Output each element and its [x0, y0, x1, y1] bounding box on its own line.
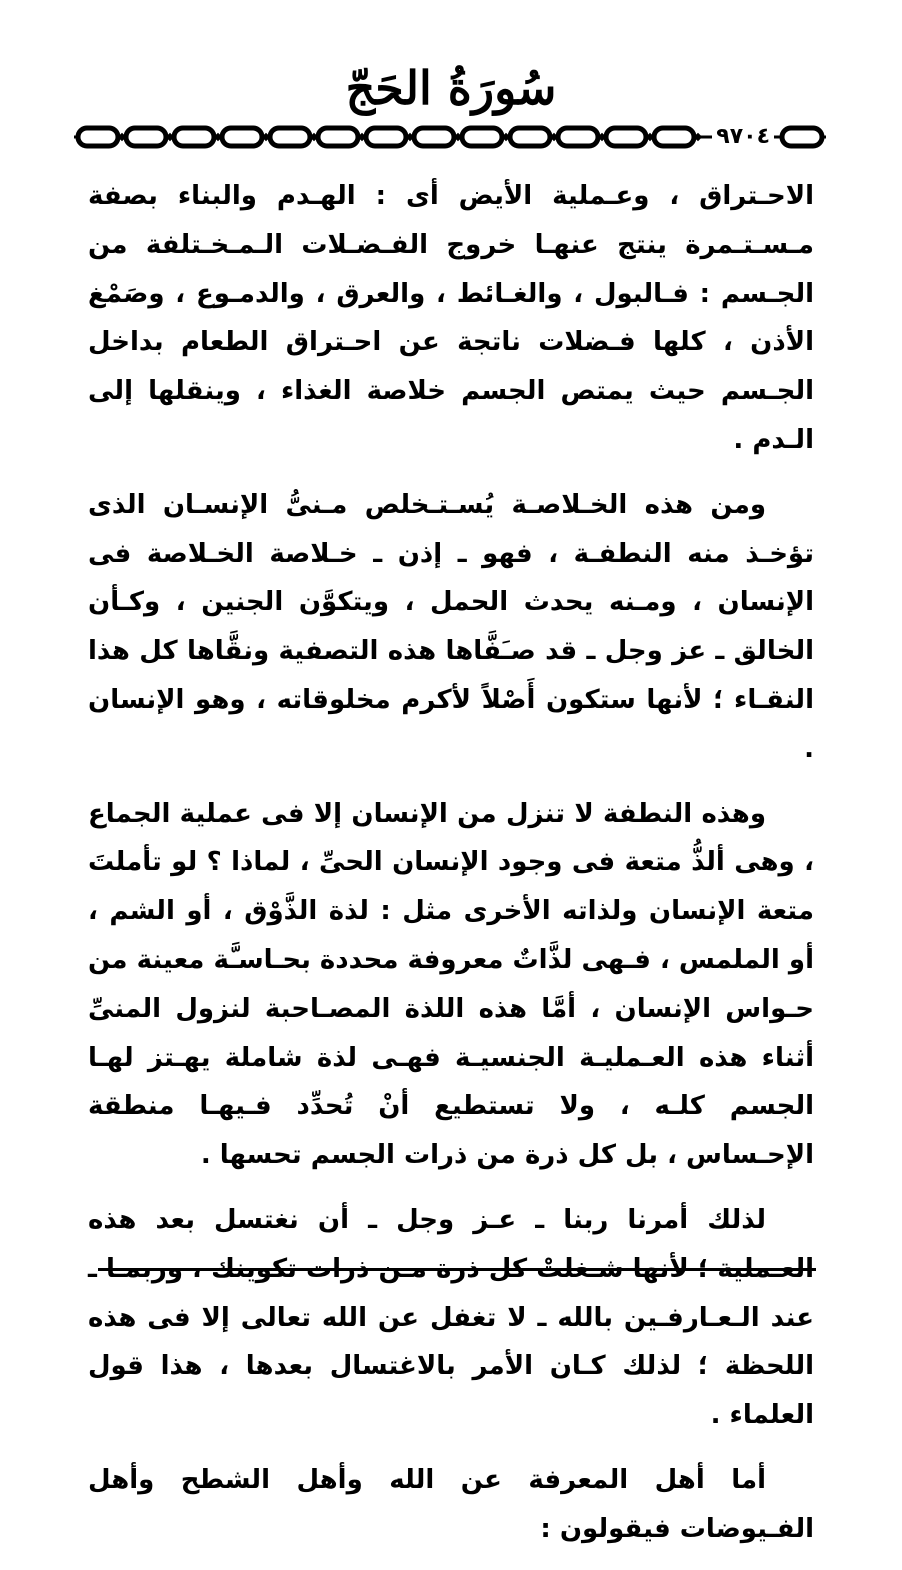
- paragraph-5: أما أهل المعرفة عن الله وأهل الشطح وأهل الفـيوضات فيقولون :: [88, 1464, 814, 1544]
- chain-link: [174, 128, 214, 146]
- chain-link: [654, 128, 694, 146]
- chain-link: [606, 128, 646, 146]
- chain-link: [126, 128, 166, 146]
- footer-rule: [98, 1268, 816, 1271]
- chain-link: [270, 128, 310, 146]
- paragraph-4: لذلك أمرنا ربنا ـ عـز وجل ـ أن نغتسل بعد هذه العـملية ؛ لأنها شـغلتْ كل ذرة مـن ذرات تكوينك ، وربمـا ـ عند الـعـارفـين بالله ـ لا تغفل عن الله تعالى إلا فى هذه اللحظة ؛ لذلك كـان الأمر بالاغتسال بعدها ، هذا قول العلماء .: [88, 1204, 814, 1431]
- chain-link: [366, 128, 406, 146]
- paragraph-3: وهذه النطفة لا تنزل من الإنسان إلا فى عملية الجماع ، وهى ألذُّ متعة فى وجود الإنسان الحىِّ ، لماذا ؟ لو تأملتَ متعة الإنسان ولذاته الأخرى مثل : لذة الذَّوْق ، أو الشم ، أو الملمس ، فـهى لذَّاتٌ معروفة محددة بحـاسـَّة معينة من حـواس الإنسان ، أمَّا هذه اللذة المصـاحبة لنزول المنىِّ أثناء هذه العـمليـة الجنسيـة فهـى لذة شاملة يهـتز لهـا الجسم كلـه ، ولا تستطيع أنْ تُحدِّد فـيهـا منطقة الإحـساس ، بل كل ذرة من ذرات الجسم تحسها .: [88, 798, 814, 1171]
- page-number: ٩٧٠٤: [712, 122, 774, 152]
- paragraph-1: الاحـتراق ، وعـملية الأيض أى : الهـدم والبناء بصفة مـسـتـمرة ينتج عنهـا خروج الفـضـلات الـمـخـتلفة من الجـسم : فـالبول ، والغـائط ، والعرق ، والدمـوع ، وصَمْغ الأذن ، كلها فـضلات ناتجة عن احـتراق الطعام بداخل الجـسم حيث يمتص الجسم خلاصة الغذاء ، وينقلها إلى الـدم .: [88, 181, 814, 455]
- chain-link: [222, 128, 262, 146]
- paragraph-2: ومن هذه الخـلاصـة يُسـتـخلص مـنىُّ الإنسـان الذى تؤخـذ منه النطفـة ، فهو ـ إذن ـ خـلاصة الخـلاصة فى الإنسان ، ومـنه يحدث الحمل ، ويتكوَّن الجنين ، وكـأن الخالق ـ عز وجل ـ قد صـَفَّاها هذه التصفية ونقَّاها كل هذا النقـاء ؛ لأنها ستكون أَصْلاً لأكرم مخلوقاته ، وهو الإنسان .: [88, 489, 814, 764]
- chain-link: [782, 128, 822, 146]
- surah-title: سُورَةُ الحَجّ: [345, 61, 557, 115]
- chain-link: [510, 128, 550, 146]
- body-text: [88, 172, 814, 1570]
- chain-link: [462, 128, 502, 146]
- ornament-border: [74, 122, 826, 152]
- chain-link: [558, 128, 598, 146]
- chain-link: [414, 128, 454, 146]
- chain-link: [318, 128, 358, 146]
- chain-link: [78, 128, 118, 146]
